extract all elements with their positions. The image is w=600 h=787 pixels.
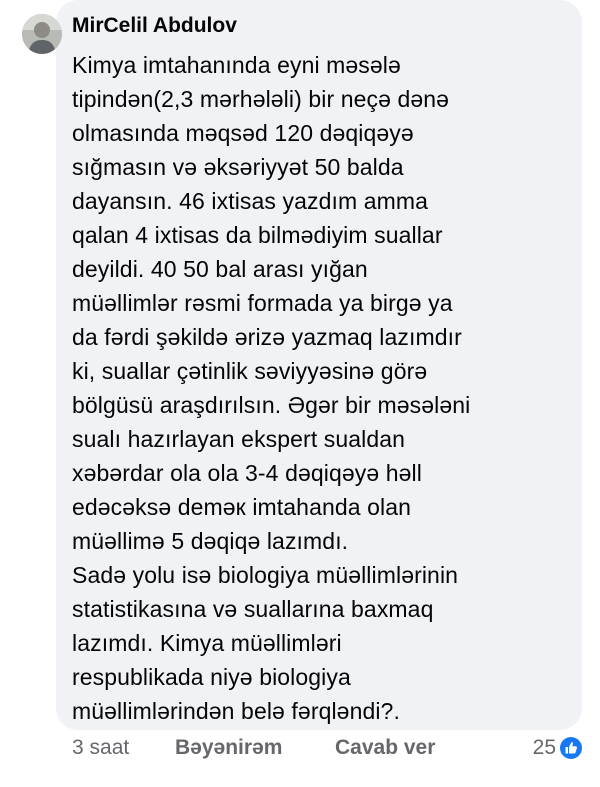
comment-line: lazımdı. Kimya müəllimləri xyxy=(72,630,342,656)
comment-line: dayansın. 46 ixtisas yazdım amma xyxy=(72,188,429,214)
comment-line: deyildi. 40 50 bal arası yığan xyxy=(72,256,368,282)
comment-line: bölgüsü araşdırılsın. Əgər bir məsələni xyxy=(72,392,471,418)
author-name[interactable]: MirCelil Abdulov xyxy=(72,14,237,37)
comment-line: da fərdi şəkildə ərizə yazmaq lazımdır xyxy=(72,324,462,350)
comment-line: müəllimlərindən belə fərqləndi?. xyxy=(72,698,400,724)
comment-actions xyxy=(72,736,582,766)
comment-line: müəllimə 5 dəqiqə lazımdı. xyxy=(72,528,349,554)
comment-line: ki, suallar çətinlik səviyyəsinə görə xyxy=(72,358,428,384)
comment-line: müəllimlər rəsmi formada ya birgə ya xyxy=(72,290,453,316)
reaction-count: 25 xyxy=(532,736,556,759)
comment-line: qalan 4 ixtisas da bilmədiyim suallar xyxy=(72,222,443,248)
comment-line: respublikada niyə biologiya xyxy=(72,664,351,690)
timestamp[interactable]: 3 saat xyxy=(72,736,130,759)
comment-line: olmasında məqsəd 120 dəqiqəyə xyxy=(72,120,414,146)
comment-line: tipindən(2,3 mərhələli) bir neçə dənə xyxy=(72,86,450,112)
like-button[interactable]: Bəyənirəm xyxy=(175,736,283,759)
comment-line: sualı hazırlayan ekspert sualdan xyxy=(72,426,406,452)
comment-line: edəcəksə deməк imtahanda olan xyxy=(72,494,412,520)
reactions-summary[interactable] xyxy=(533,736,582,760)
avatar[interactable] xyxy=(22,14,62,54)
comment-line: statistikasına və suallarına baxmaq xyxy=(72,596,434,622)
avatar-image xyxy=(22,14,62,54)
comment-line: xəbərdar ola ola 3-4 dəqiqəyə həll xyxy=(72,460,422,486)
comment-line: sığmasın və əksəriyyət 50 balda xyxy=(72,154,404,180)
comment-line: Sadə yolu isə biologiya müəllimlərinin xyxy=(72,562,459,588)
reply-button[interactable]: Cavab ver xyxy=(335,736,436,759)
comment-text xyxy=(72,48,582,728)
like-icon xyxy=(560,737,582,759)
comment-line: Kimya imtahanında eyni məsələ xyxy=(72,52,401,78)
